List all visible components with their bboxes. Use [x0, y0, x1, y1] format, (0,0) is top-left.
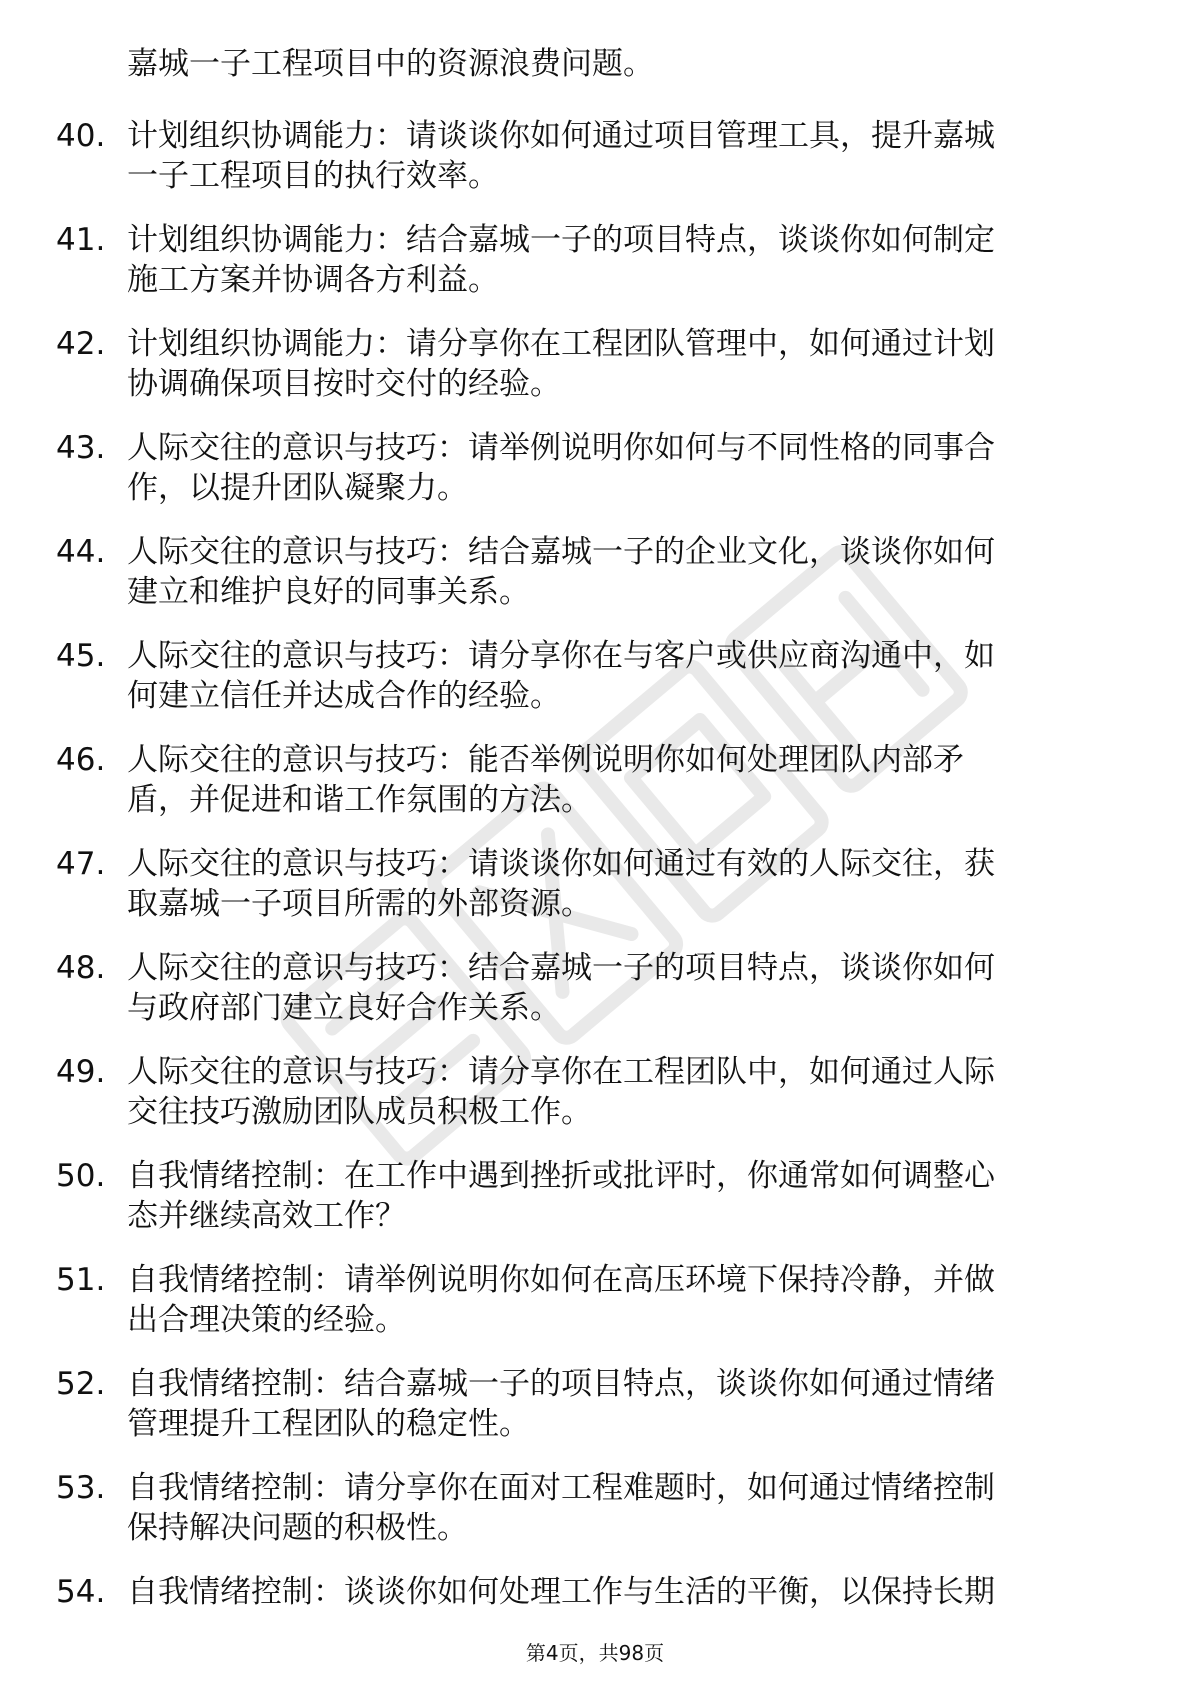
question-number: 46.	[56, 742, 106, 778]
question-item	[56, 1364, 1116, 1468]
question-number: 42.	[56, 326, 106, 362]
question-number: 41.	[56, 222, 106, 258]
question-number: 51.	[56, 1262, 106, 1298]
question-number: 52.	[56, 1366, 106, 1402]
question-line: 何建立信任并达成合作的经验。	[127, 678, 561, 714]
question-text	[127, 116, 1117, 196]
question-text	[127, 1052, 1117, 1132]
question-number: 53.	[56, 1470, 106, 1506]
question-number: 44.	[56, 534, 106, 570]
question-line: 态并继续高效工作？	[127, 1198, 406, 1234]
question-text	[127, 1572, 1117, 1612]
question-line: 自我情绪控制：请分享你在面对工程难题时，如何通过情绪控制	[127, 1470, 995, 1506]
question-number: 47.	[56, 846, 106, 882]
question-item	[56, 948, 1116, 1052]
question-item	[56, 116, 1116, 220]
page-footer: 第4页，共98页	[525, 1641, 665, 1665]
question-number: 45.	[56, 638, 106, 674]
question-line: 人际交往的意识与技巧：能否举例说明你如何处理团队内部矛	[127, 742, 964, 778]
question-number: 54.	[56, 1574, 106, 1610]
question-number: 50.	[56, 1158, 106, 1194]
question-item	[56, 636, 1116, 740]
question-item	[56, 1156, 1116, 1260]
question-line: 管理提升工程团队的稳定性。	[127, 1406, 530, 1442]
question-line: 保持解决问题的积极性。	[127, 1510, 468, 1546]
question-line: 协调确保项目按时交付的经验。	[127, 366, 561, 402]
question-text	[127, 844, 1117, 924]
question-line: 人际交往的意识与技巧：请分享你在工程团队中，如何通过人际	[127, 1054, 995, 1090]
question-line: 与政府部门建立良好合作关系。	[127, 990, 561, 1026]
question-line: 人际交往的意识与技巧：结合嘉城一子的项目特点，谈谈你如何	[127, 950, 995, 986]
question-item	[56, 1468, 1116, 1572]
question-item	[56, 220, 1116, 324]
question-line: 人际交往的意识与技巧：请谈谈你如何通过有效的人际交往，获	[127, 846, 995, 882]
question-number: 40.	[56, 118, 106, 154]
question-text	[127, 324, 1117, 404]
question-line: 计划组织协调能力：请分享你在工程团队管理中，如何通过计划	[127, 326, 995, 362]
question-line: 计划组织协调能力：请谈谈你如何通过项目管理工具，提升嘉城	[127, 118, 995, 154]
question-line: 人际交往的意识与技巧：请分享你在与客户或供应商沟通中，如	[127, 638, 995, 674]
question-line: 人际交往的意识与技巧：结合嘉城一子的企业文化，谈谈你如何	[127, 534, 995, 570]
question-line: 人际交往的意识与技巧：请举例说明你如何与不同性格的同事合	[127, 430, 995, 466]
question-item	[56, 1260, 1116, 1364]
question-text	[127, 948, 1117, 1028]
question-text	[127, 1260, 1117, 1340]
question-text	[127, 636, 1117, 716]
question-line: 建立和维护良好的同事关系。	[127, 574, 530, 610]
question-text	[127, 532, 1117, 612]
question-item	[56, 428, 1116, 532]
question-line: 取嘉城一子项目所需的外部资源。	[127, 886, 592, 922]
question-line: 自我情绪控制：谈谈你如何处理工作与生活的平衡，以保持长期	[127, 1574, 995, 1610]
question-item	[56, 740, 1116, 844]
question-line: 自我情绪控制：在工作中遇到挫折或批评时，你通常如何调整心	[127, 1158, 995, 1194]
question-line: 交往技巧激励团队成员积极工作。	[127, 1094, 592, 1130]
question-line: 计划组织协调能力：结合嘉城一子的项目特点，谈谈你如何制定	[127, 222, 995, 258]
question-item	[56, 1052, 1116, 1156]
question-text	[127, 1156, 1117, 1236]
continued-question-text: 嘉城一子工程项目中的资源浪费问题。	[127, 46, 654, 82]
question-text	[127, 1468, 1117, 1548]
question-text	[127, 220, 1117, 300]
question-line: 自我情绪控制：结合嘉城一子的项目特点，谈谈你如何通过情绪	[127, 1366, 995, 1402]
question-item	[56, 844, 1116, 948]
question-item	[56, 532, 1116, 636]
question-item	[56, 324, 1116, 428]
question-line: 施工方案并协调各方利益。	[127, 262, 499, 298]
question-line: 一子工程项目的执行效率。	[127, 158, 499, 194]
question-text	[127, 1364, 1117, 1444]
question-line: 作，以提升团队凝聚力。	[127, 470, 468, 506]
question-list	[56, 116, 1116, 1676]
question-line: 自我情绪控制：请举例说明你如何在高压环境下保持冷静，并做	[127, 1262, 995, 1298]
question-number: 49.	[56, 1054, 106, 1090]
question-number: 48.	[56, 950, 106, 986]
question-number: 43.	[56, 430, 106, 466]
question-line: 出合理决策的经验。	[127, 1302, 406, 1338]
question-line: 盾，并促进和谐工作氛围的方法。	[127, 782, 592, 818]
question-text	[127, 740, 1117, 820]
question-text	[127, 428, 1117, 508]
